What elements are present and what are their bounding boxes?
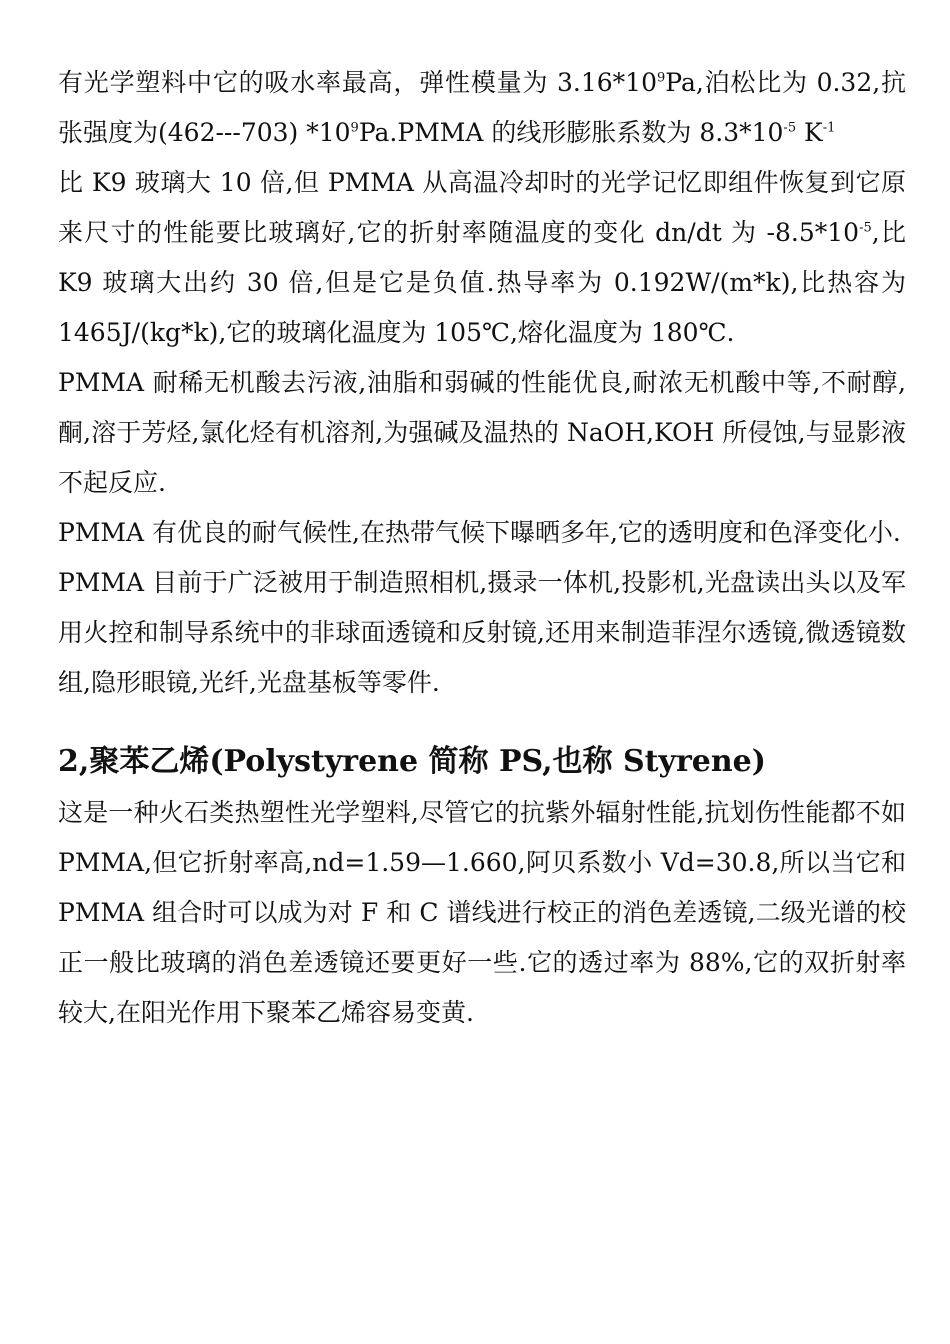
paragraph-applications (58, 558, 906, 708)
paragraph-weather (58, 508, 906, 558)
document-page (58, 58, 906, 1038)
text-run: Pa,泊松比为 0.32,抗张强度为(462---703) *10 (58, 68, 906, 147)
text-run: Pa.PMMA 的线形膨胀系数为 8.3*10 (358, 118, 784, 147)
superscript: 9 (656, 70, 666, 86)
superscript: -1 (822, 120, 836, 136)
text-run: ,比 K9 玻璃大出约 30 倍,但是它是负值.热导率为 0.192W/(m*k),比热容为 1465J/(kg*k),它的玻璃化温度为 105℃,熔化温度为 180℃. (58, 218, 906, 347)
paragraph-chemical (58, 358, 906, 508)
paragraph-thermal (58, 158, 906, 358)
text-run: K (796, 118, 823, 147)
section-heading-polystyrene: 2,聚苯乙烯(Polystyrene 简称 PS,也称 Styrene) (58, 744, 766, 779)
text-run: PMMA 耐稀无机酸去污液,油脂和弱碱的性能优良,耐浓无机酸中等,不耐醇,酮,溶于芳烃,氯化烃有机溶剂,为强碱及温热的 NaOH,KOH 所侵蚀,与显影液不起反应. (58, 368, 906, 497)
text-run: 有光学塑料中它的吸水率最高，弹性模量为 3.16*10 (58, 68, 657, 97)
polystyrene-paragraph: 这是一种火石类热塑性光学塑料,尽管它的抗紫外辐射性能,抗划伤性能都不如 PMMA,但它折射率高,nd=1.59—1.660,阿贝系数小 Vd=30.8,所以当它和 PMMA 组合时可以成为对 F 和 C 谱线进行校正的消色差透镜,二级光谱的校正一般比玻璃的消色差透镜还要更好一些.它的透过率为 88%,它的双折射率较大,在阳光作用下聚苯乙烯容易变黄. (58, 798, 906, 1027)
superscript: -5 (783, 120, 797, 136)
superscript: 9 (350, 120, 359, 136)
superscript: -5 (859, 220, 872, 236)
text-run: PMMA 目前于广泛被用于制造照相机,摄录一体机,投影机,光盘读出头以及军用火控和制导系统中的非球面透镜和反射镜,还用来制造菲涅尔透镜,微透镜数组,隐形眼镜,光纤,光盘基板等零件. (58, 568, 906, 697)
text-run: PMMA 有优良的耐气候性,在热带气候下曝晒多年,它的透明度和色泽变化小. (58, 518, 901, 547)
paragraph-properties (58, 58, 906, 158)
pmma-section (58, 58, 906, 708)
text-run: 比 K9 玻璃大 10 倍,但 PMMA 从高温冷却时的光学记忆即组件恢复到它原来尺寸的性能要比玻璃好,它的折射率随温度的变化 dn/dt 为 -8.5*10 (58, 168, 906, 247)
